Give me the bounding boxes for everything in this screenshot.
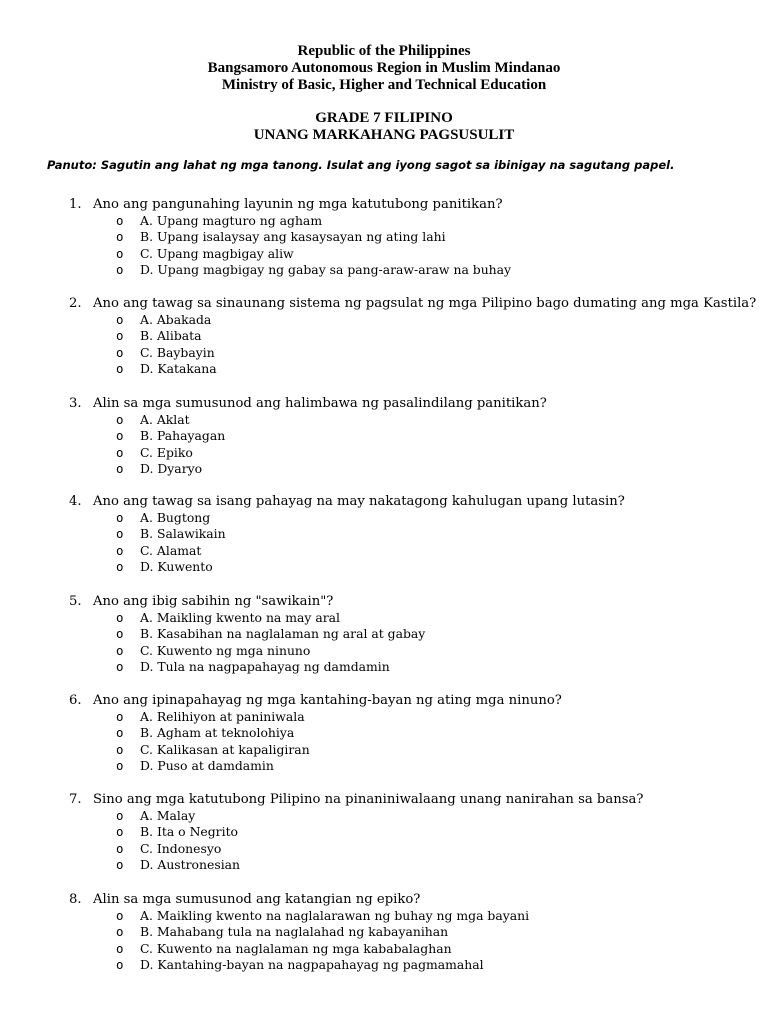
answer-option [0,626,768,642]
option-text: A. Aklat [140,412,190,427]
question-text: Alin sa mga sumusunod ang katangian ng epiko? [93,892,421,907]
option-text: B. Alibata [140,328,202,344]
bullet-icon: o [116,344,124,360]
question-line [0,493,768,510]
bullet-icon: o [116,412,124,427]
question-number: 6. [69,693,82,708]
bullet-icon: o [116,856,124,872]
instructions: Panuto: Sagutin ang lahat ng mga tanong. Isulat ang iyong sagot sa ibinigay na sagutang papel. [47,158,675,172]
answer-option [0,841,768,857]
question-text: Alin sa mga sumusunod ang halimbawa ng pasalindilang panitikan? [93,396,547,411]
bullet-icon: o [116,757,124,773]
answer-option [0,526,768,542]
question-text: Ano ang ibig sabihin ng "sawikain"? [93,594,334,609]
bullet-icon: o [116,924,124,940]
answer-option [0,361,768,377]
option-text: C. Baybayin [140,344,215,360]
option-text: A. Abakada [140,312,212,327]
question-line [0,791,768,808]
question-item [0,196,768,278]
answer-option [0,758,768,774]
question-line [0,593,768,610]
answer-option [0,213,768,229]
question-number: 3. [69,396,82,411]
bullet-icon: o [116,940,124,956]
question-number: 4. [69,494,82,509]
exam-title: UNANG MARKAHANG PAGSUSULIT [253,127,515,143]
bullet-icon: o [116,428,124,444]
option-text: D. Upang magbigay ng gabay sa pang-araw-araw na buhay [140,261,512,277]
option-text: C. Upang magbigay aliw [140,245,294,261]
answer-option [0,941,768,957]
bullet-icon: o [116,658,124,674]
bullet-icon: o [116,213,124,228]
question-item [0,891,768,973]
option-text: A. Maikling kwento na may aral [140,610,340,625]
option-text: C. Indonesyo [140,840,222,856]
answer-option [0,957,768,973]
answer-option [0,808,768,824]
bullet-icon: o [116,709,124,724]
option-text: B. Ita o Negrito [140,824,239,840]
option-text: A. Malay [140,808,196,823]
bullet-icon: o [116,908,124,923]
answer-option [0,345,768,361]
bullet-icon: o [116,725,124,741]
question-line [0,395,768,412]
header-exam [0,110,768,144]
answer-option [0,610,768,626]
answer-option [0,461,768,477]
answer-option [0,412,768,428]
question-line [0,295,768,312]
answer-option [0,924,768,940]
question-number: 1. [69,197,82,212]
bullet-icon: o [116,824,124,840]
option-text: A. Relihiyon at paniniwala [140,709,305,724]
header-line: Ministry of Basic, Higher and Technical Education [221,77,547,93]
option-text: D. Austronesian [140,856,241,872]
question-text: Sino ang mga katutubong Pilipino na pinaniniwalaang unang nanirahan sa bansa? [93,792,644,807]
question-item [0,493,768,575]
option-text: B. Kasabihan na naglalaman ng aral at gabay [140,626,426,642]
option-text: D. Kantahing-bayan na nagpapahayag ng pagmamahal [140,956,484,972]
answer-option [0,908,768,924]
question-line [0,692,768,709]
option-text: D. Kuwento [140,558,213,574]
bullet-icon: o [116,245,124,261]
answer-option [0,824,768,840]
header-line: Republic of the Philippines [297,43,471,59]
option-text: B. Mahabang tula na naglalahad ng kabayanihan [140,924,449,940]
bullet-icon: o [116,229,124,245]
bullet-icon: o [116,808,124,823]
answer-option [0,262,768,278]
answer-option [0,445,768,461]
answer-option [0,246,768,262]
bullet-icon: o [116,626,124,642]
option-text: D. Puso at damdamin [140,757,274,773]
option-text: D. Dyaryo [140,460,203,476]
grade-title: GRADE 7 FILIPINO [315,110,453,126]
answer-option [0,229,768,245]
bullet-icon: o [116,840,124,856]
bullet-icon: o [116,642,124,658]
answer-option [0,709,768,725]
option-text: A. Upang magturo ng agham [140,213,323,228]
question-text: Ano ang tawag sa sinaunang sistema ng pagsulat ng mga Pilipino bago dumating ang mga Kastila? [93,296,757,311]
option-text: B. Pahayagan [140,428,226,444]
option-text: D. Katakana [140,360,217,376]
bullet-icon: o [116,542,124,558]
bullet-icon: o [116,741,124,757]
bullet-icon: o [116,610,124,625]
question-line [0,891,768,908]
question-text: Ano ang tawag sa isang pahayag na may nakatagong kahulugan upang lutasin? [93,494,625,509]
answer-option [0,643,768,659]
answer-option [0,312,768,328]
question-item [0,395,768,477]
header-institution [0,43,768,94]
question-line [0,196,768,213]
option-text: D. Tula na nagpapahayag ng damdamin [140,658,390,674]
bullet-icon: o [116,460,124,476]
option-text: C. Kalikasan at kapaligiran [140,741,310,757]
bullet-icon: o [116,360,124,376]
option-text: C. Kuwento na naglalaman ng mga kababalaghan [140,940,452,956]
option-text: B. Agham at teknolohiya [140,725,295,741]
option-text: C. Kuwento ng mga ninuno [140,642,311,658]
answer-option [0,543,768,559]
bullet-icon: o [116,558,124,574]
answer-option [0,659,768,675]
bullet-icon: o [116,956,124,972]
answer-option [0,857,768,873]
answer-option [0,510,768,526]
bullet-icon: o [116,328,124,344]
answer-option [0,559,768,575]
question-text: Ano ang pangunahing layunin ng mga katutubong panitikan? [93,197,503,212]
option-text: C. Epiko [140,444,193,460]
answer-option [0,742,768,758]
answer-option [0,725,768,741]
question-item [0,692,768,774]
option-text: B. Salawikain [140,526,226,542]
question-item [0,791,768,873]
question-item [0,295,768,377]
answer-option [0,428,768,444]
answer-option [0,328,768,344]
bullet-icon: o [116,261,124,277]
bullet-icon: o [116,444,124,460]
header-line: Bangsamoro Autonomous Region in Muslim Mindanao [207,60,561,76]
bullet-icon: o [116,312,124,327]
question-number: 2. [69,296,82,311]
question-number: 7. [69,792,82,807]
bullet-icon: o [116,526,124,542]
question-number: 8. [69,892,82,907]
question-text: Ano ang ipinapahayag ng mga kantahing-bayan ng ating mga ninuno? [93,693,562,708]
option-text: A. Maikling kwento na naglalarawan ng buhay ng mga bayani [140,908,530,923]
question-item [0,593,768,675]
option-text: B. Upang isalaysay ang kasaysayan ng ating lahi [140,229,446,245]
option-text: C. Alamat [140,542,202,558]
question-number: 5. [69,594,82,609]
option-text: A. Bugtong [140,510,211,525]
bullet-icon: o [116,510,124,525]
